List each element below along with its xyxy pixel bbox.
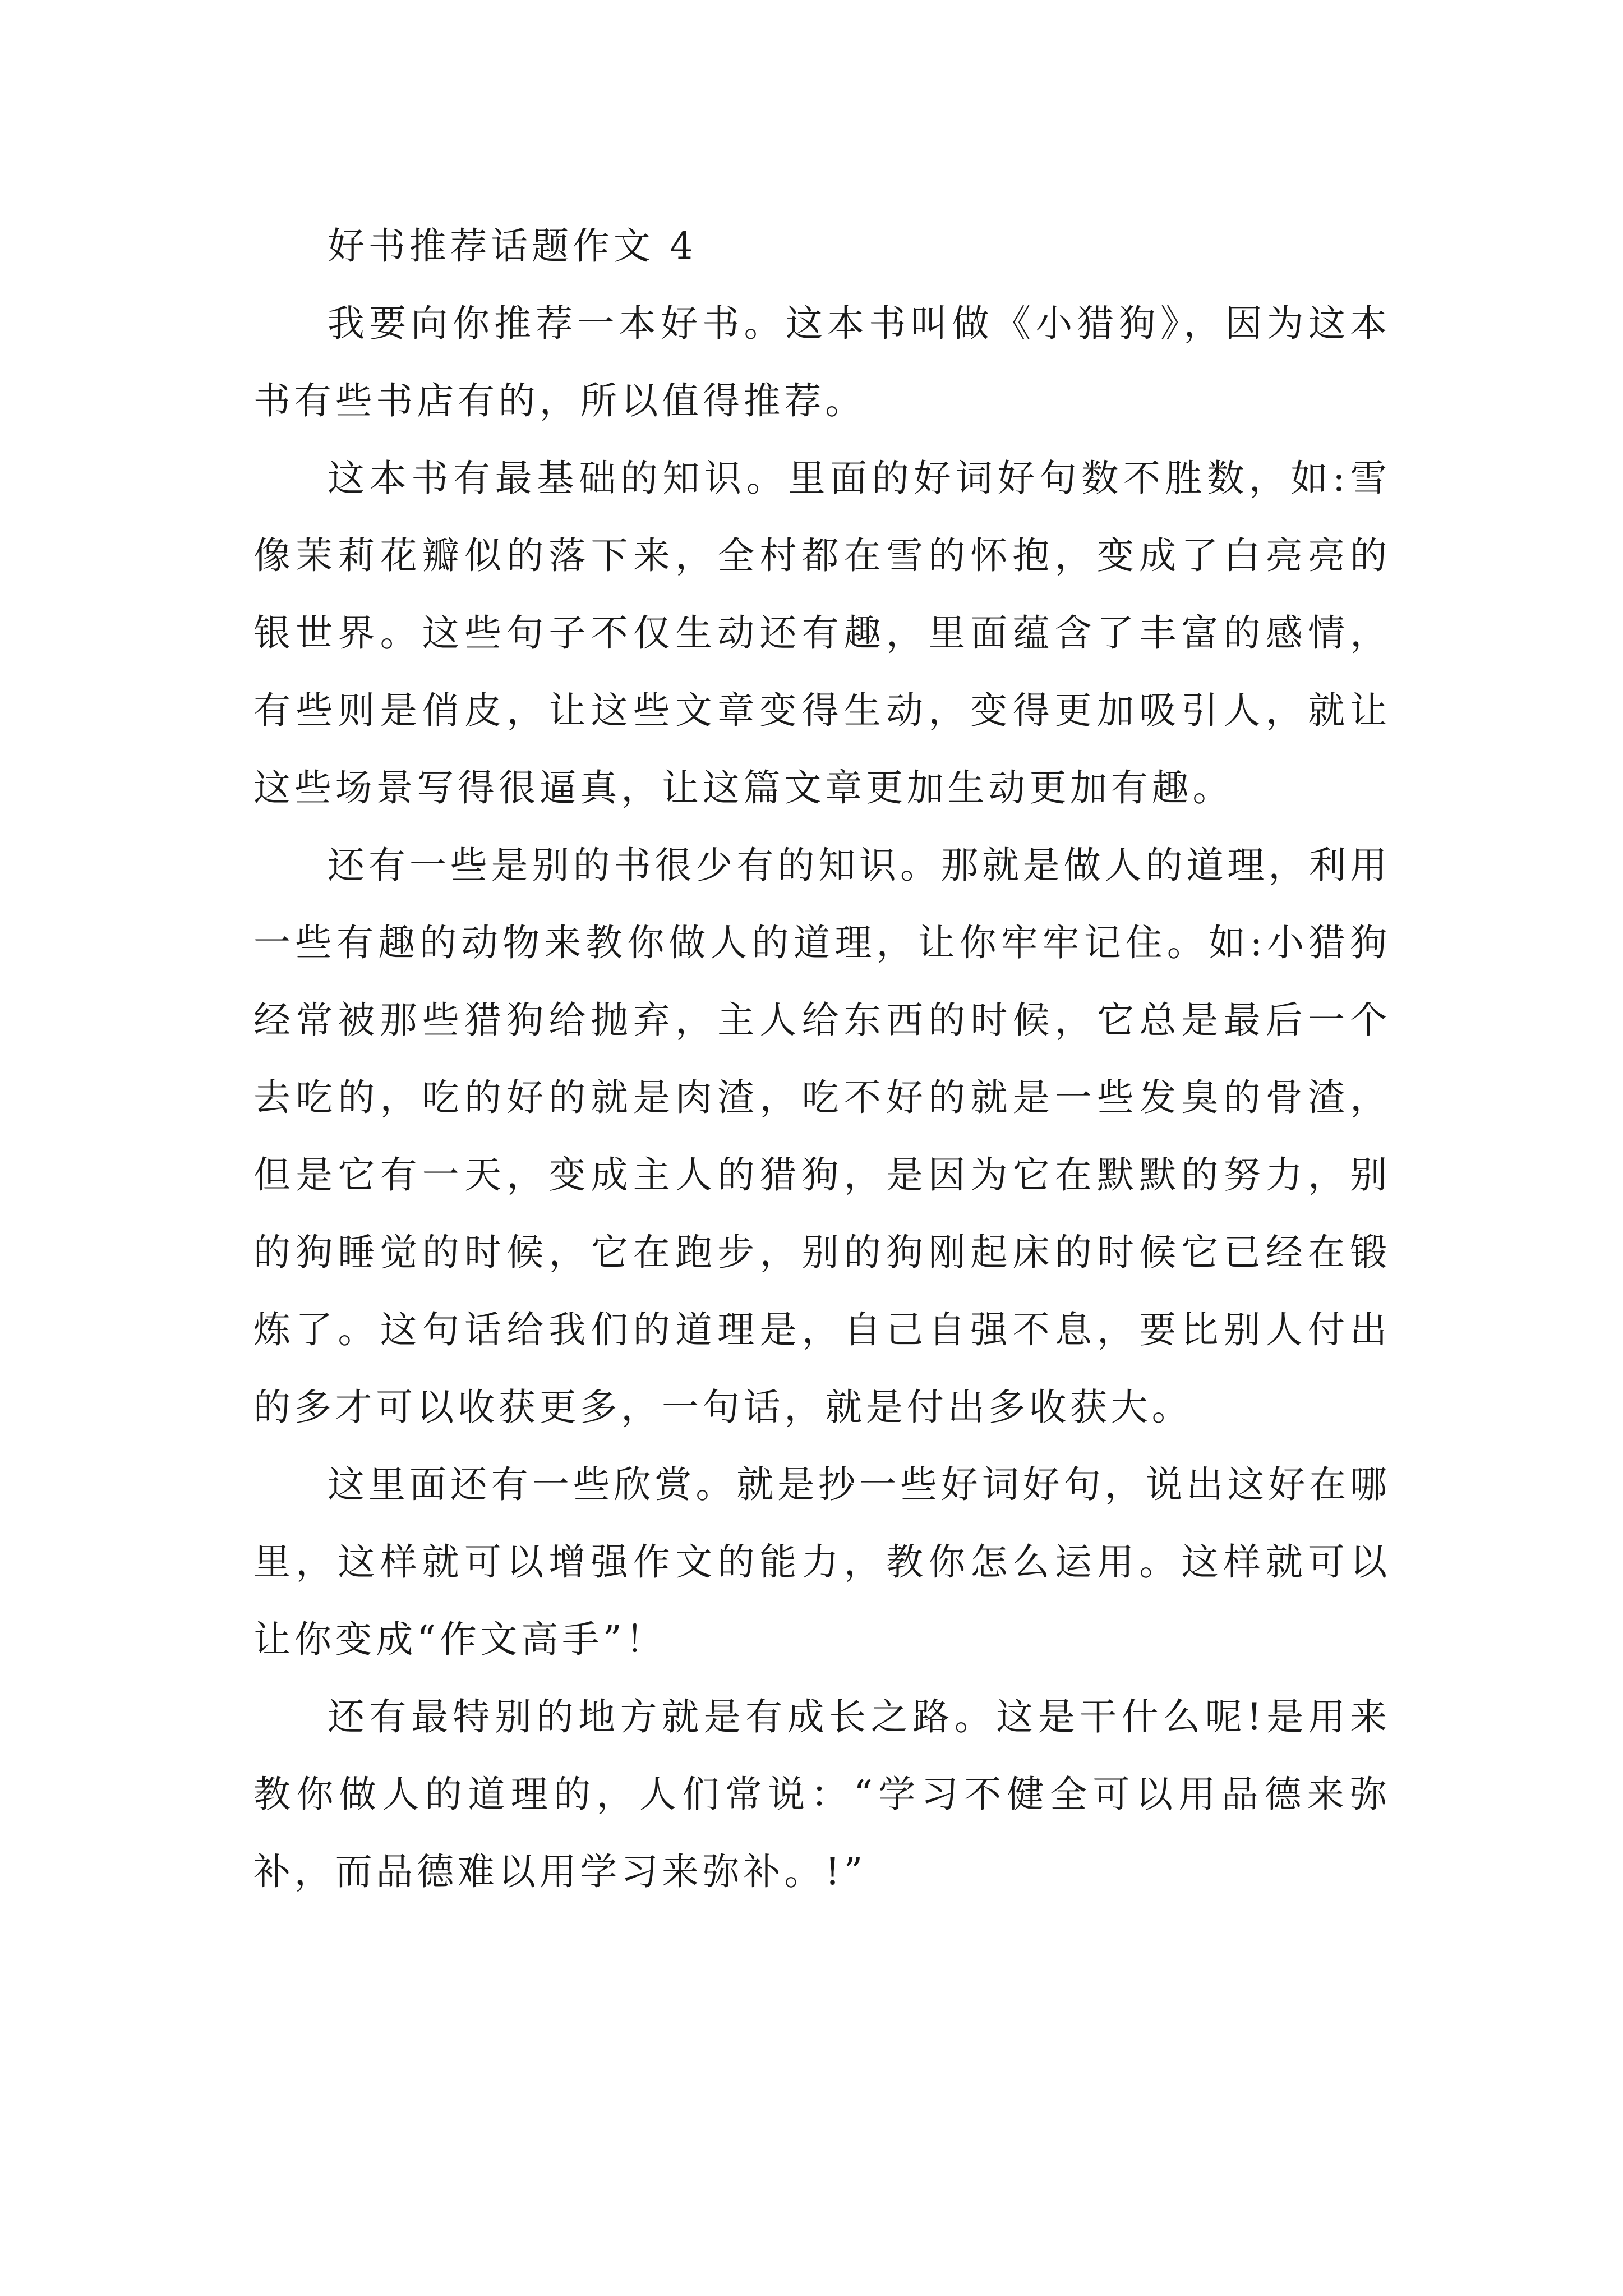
paragraph-3: 还有一些是别的书很少有的知识。那就是做人的道理，利用一些有趣的动物来教你做人的道理，让你牢牢记住。如:小猎狗经常被那些猎狗给抛弃，主人给东西的时候，它总是最后一个去吃的，吃的好的就是肉渣，吃不好的就是一些发臭的骨渣，但是它有一天，变成主人的猎狗，是因为它在默默的努力，别的狗睡觉的时候，它在跑步，别的狗刚起床的时候它已经在锻炼了。这句话给我们的道理是，自己自强不息，要比别人付出的多才可以收获更多，一句话，就是付出多收获大。	[253, 844, 1391, 1429]
document-body	[253, 208, 1391, 1911]
paragraph-4: 这里面还有一些欣赏。就是抄一些好词好句，说出这好在哪里，这样就可以增强作文的能力，教你怎么运用。这样就可以让你变成“作文高手”！	[253, 1463, 1391, 1661]
paragraph-5: 还有最特别的地方就是有成长之路。这是干什么呢!是用来教你做人的道理的，人们常说：“学习不健全可以用品德来弥补，而品德难以用学习来弥补。!”	[253, 1695, 1391, 1893]
paragraph-2: 这本书有最基础的知识。里面的好词好句数不胜数，如:雪像茉莉花瓣似的落下来，全村都在雪的怀抱，变成了白亮亮的银世界。这些句子不仅生动还有趣，里面蕴含了丰富的感情，有些则是俏皮，让这些文章变得生动，变得更加吸引人，就让这些场景写得很逼真，让这篇文章更加生动更加有趣。	[253, 457, 1391, 809]
paragraph-1: 我要向你推荐一本好书。这本书叫做《小猎狗》，因为这本书有些书店有的，所以值得推荐。	[253, 302, 1391, 422]
document-title: 好书推荐话题作文 4	[328, 224, 697, 268]
